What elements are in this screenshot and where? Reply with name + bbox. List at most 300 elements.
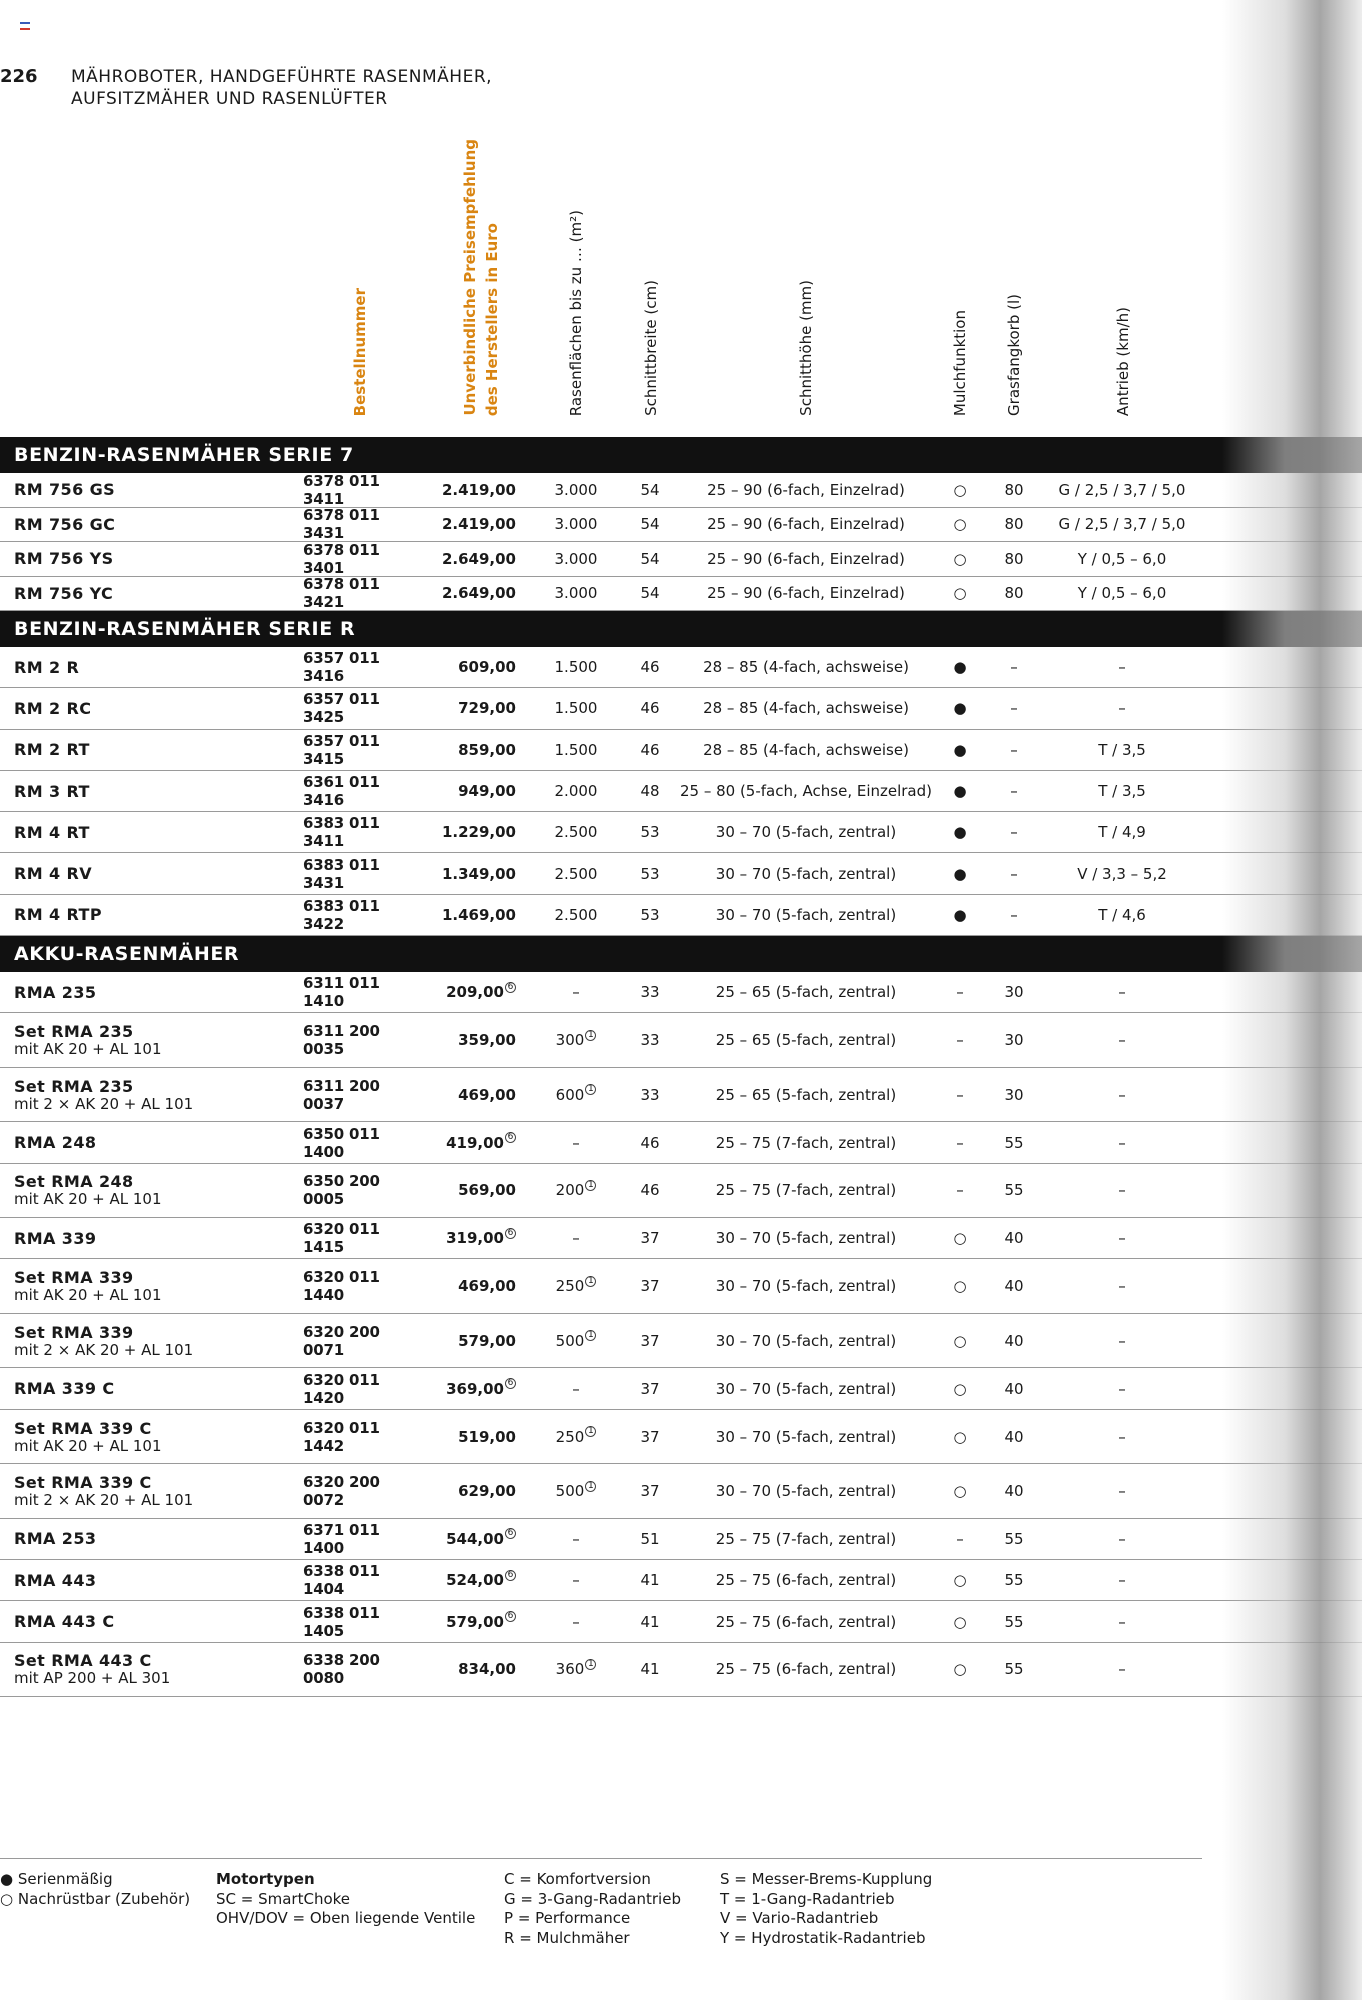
grass-catcher-value: 55: [1004, 1660, 1024, 1679]
order-number-value: 6371 011 1400: [303, 1520, 380, 1557]
product-name-cell: [14, 473, 115, 507]
cutting-height-value: 28 – 85 (4-fach, achsweise): [703, 699, 909, 718]
cutting-height: [675, 812, 937, 852]
cutting-height: [675, 473, 937, 507]
drive-value: –: [1118, 1571, 1126, 1590]
order-number-value: 6361 011 3416: [303, 773, 380, 810]
product-subtitle: mit AK 20 + AL 101: [14, 1436, 162, 1455]
lawn-area-value: –: [572, 1612, 580, 1631]
mulch-function-value: ○: [953, 1482, 967, 1501]
drive: [1046, 1601, 1198, 1641]
price: [420, 1122, 516, 1162]
product-name: RM 756 GC: [14, 514, 116, 534]
price-value: 2.419,00: [441, 480, 516, 499]
lawn-area-value: 500: [555, 1482, 585, 1501]
lawn-area: [540, 1519, 612, 1559]
footnote-marker: 1: [585, 1030, 596, 1041]
order-number: [303, 1259, 423, 1313]
drive-value: –: [1118, 658, 1126, 677]
order-number: [303, 1410, 423, 1464]
cutting-height-value: 30 – 70 (5-fach, zentral): [715, 1427, 897, 1446]
price-value: 2.649,00: [441, 549, 516, 568]
cutting-width: [625, 1368, 675, 1408]
drive-value: –: [1118, 1660, 1126, 1679]
footnote-marker: 6: [505, 1611, 516, 1622]
cutting-height-value: 30 – 70 (5-fach, zentral): [715, 1229, 897, 1248]
product-name-cell: [14, 730, 90, 770]
mulch-function-value: –: [956, 1181, 964, 1200]
table-row: [0, 1218, 1362, 1259]
order-number-value: 6350 200 0005: [303, 1172, 380, 1209]
mulch-function: [945, 895, 975, 935]
lawn-area: [540, 771, 612, 811]
drive-value: –: [1118, 699, 1126, 718]
order-number: [303, 1068, 423, 1122]
mulch-function: [945, 1601, 975, 1641]
product-name: RM 756 GS: [14, 480, 116, 500]
cutting-height-value: 25 – 80 (5-fach, Achse, Einzelrad): [679, 782, 933, 801]
mulch-function-value: ●: [953, 905, 967, 924]
lawn-area: [540, 1560, 612, 1600]
table-row: [0, 1410, 1362, 1465]
price-value: 369,00: [446, 1379, 504, 1398]
mulch-function: [945, 1122, 975, 1162]
drive-value: –: [1118, 1379, 1126, 1398]
lawn-area: [540, 895, 612, 935]
drive: [1046, 730, 1198, 770]
legend-standard: ● Serienmäßig: [0, 1870, 113, 1888]
order-number: [303, 1560, 423, 1600]
grass-catcher-value: 40: [1004, 1379, 1024, 1398]
table-row: [0, 577, 1362, 612]
cutting-width-value: 51: [640, 1529, 660, 1548]
grass-catcher-value: 55: [1004, 1571, 1024, 1590]
grass-catcher: [992, 1368, 1036, 1408]
price-value: 524,00: [446, 1571, 504, 1590]
mulch-function-value: ○: [953, 1277, 967, 1296]
cutting-height: [675, 508, 937, 542]
order-number-value: 6338 200 0080: [303, 1651, 380, 1688]
table-row: [0, 1122, 1362, 1163]
grass-catcher: [992, 853, 1036, 893]
price-value: 544,00: [446, 1529, 504, 1548]
drive-value: –: [1118, 1529, 1126, 1548]
cutting-width: [625, 730, 675, 770]
order-number-value: 6378 011 3411: [303, 471, 380, 508]
grass-catcher-value: 55: [1004, 1133, 1024, 1152]
order-number-value: 6383 011 3411: [303, 814, 380, 851]
order-number-value: 6320 200 0071: [303, 1322, 380, 1359]
drive-value: G / 2,5 / 3,7 / 5,0: [1058, 480, 1186, 499]
order-number-value: 6383 011 3422: [303, 896, 380, 933]
drive: [1046, 1519, 1198, 1559]
cutting-width-value: 37: [640, 1427, 660, 1446]
mulch-function: [945, 1643, 975, 1697]
cutting-height-value: 30 – 70 (5-fach, zentral): [715, 823, 897, 842]
lawn-area-value: 2.500: [554, 823, 598, 842]
cutting-height: [675, 647, 937, 687]
footnote-marker: 1: [585, 1330, 596, 1341]
cutting-height-value: 25 – 90 (6-fach, Einzelrad): [707, 584, 905, 603]
cutting-width: [625, 972, 675, 1012]
cutting-height: [675, 1259, 937, 1313]
price-value: 609,00: [458, 658, 516, 677]
order-number-value: 6338 011 1405: [303, 1603, 380, 1640]
order-number-value: 6320 011 1420: [303, 1370, 380, 1407]
col-header-width: Schnittbreite (cm): [642, 280, 660, 416]
drive-value: –: [1118, 1331, 1126, 1350]
footnote-marker: 1: [585, 1659, 596, 1670]
legend-code-y: Y = Hydrostatik-Radantrieb: [720, 1928, 926, 1947]
grass-catcher: [992, 1122, 1036, 1162]
order-number: [303, 853, 423, 893]
lawn-area-value: 2.000: [554, 782, 598, 801]
price: [420, 1601, 516, 1641]
drive: [1046, 542, 1198, 576]
cutting-width-value: 46: [640, 1133, 660, 1152]
drive: [1046, 577, 1198, 611]
drive: [1046, 1218, 1198, 1258]
mulch-function-value: ○: [953, 1229, 967, 1248]
table-row: [0, 1314, 1362, 1369]
drive: [1046, 688, 1198, 728]
cutting-height: [675, 1314, 937, 1368]
cutting-width: [625, 1560, 675, 1600]
mulch-function: [945, 730, 975, 770]
grass-catcher: [992, 1218, 1036, 1258]
mulch-function: [945, 1519, 975, 1559]
price: [420, 577, 516, 611]
grass-catcher-value: 55: [1004, 1529, 1024, 1548]
cutting-width-value: 46: [640, 699, 660, 718]
grass-catcher: [992, 1314, 1036, 1368]
product-name: Set RMA 235: [14, 1076, 134, 1096]
price: [420, 1314, 516, 1368]
table-row: [0, 972, 1362, 1013]
order-number: [303, 688, 423, 728]
lawn-area: [540, 730, 612, 770]
lawn-area: [540, 647, 612, 687]
cutting-height: [675, 1519, 937, 1559]
product-name: RM 756 YC: [14, 583, 114, 603]
product-name-cell: [14, 542, 114, 576]
product-name: RM 2 RC: [14, 698, 92, 718]
lawn-area: [540, 1259, 612, 1313]
cutting-height: [675, 1464, 937, 1518]
cutting-width-value: 37: [640, 1277, 660, 1296]
product-name-cell: [14, 1164, 162, 1218]
mulch-function-value: –: [956, 1133, 964, 1152]
drive-value: –: [1118, 1229, 1126, 1248]
order-number: [303, 771, 423, 811]
cutting-height-value: 28 – 85 (4-fach, achsweise): [703, 740, 909, 759]
col-header-price-line2: des Herstellers in Euro: [483, 222, 501, 416]
grass-catcher-value: 80: [1004, 480, 1024, 499]
mulch-function-value: ●: [953, 699, 967, 718]
cutting-height: [675, 1218, 937, 1258]
price: [420, 853, 516, 893]
mulch-function: [945, 647, 975, 687]
product-name: RMA 339: [14, 1228, 97, 1248]
cutting-width: [625, 853, 675, 893]
cutting-height-value: 30 – 70 (5-fach, zentral): [715, 864, 897, 883]
cutting-height: [675, 972, 937, 1012]
product-name-cell: [14, 1259, 162, 1313]
footnote-marker: 6: [505, 1528, 516, 1539]
drive: [1046, 771, 1198, 811]
table-row: [0, 647, 1362, 688]
price: [420, 542, 516, 576]
grass-catcher: [992, 1601, 1036, 1641]
lawn-area: [540, 542, 612, 576]
price-value: 1.229,00: [441, 823, 516, 842]
table-row: [0, 1368, 1362, 1409]
mulch-function: [945, 853, 975, 893]
product-name-cell: [14, 577, 113, 611]
grass-catcher-value: 40: [1004, 1331, 1024, 1350]
cutting-width-value: 41: [640, 1660, 660, 1679]
order-number: [303, 1164, 423, 1218]
price-value: 949,00: [458, 782, 516, 801]
product-name-cell: [14, 1410, 162, 1464]
cutting-height: [675, 1013, 937, 1067]
lawn-area: [540, 1122, 612, 1162]
grass-catcher: [992, 1519, 1036, 1559]
grass-catcher-value: 30: [1004, 1085, 1024, 1104]
legend-motor-sc: SC = SmartChoke: [216, 1889, 351, 1908]
cutting-height: [675, 1122, 937, 1162]
table-row: [0, 473, 1362, 508]
product-subtitle: mit 2 × AK 20 + AL 101: [14, 1094, 194, 1113]
grass-catcher-value: 30: [1004, 1031, 1024, 1050]
legend-divider: [0, 1858, 1202, 1859]
order-number-value: 6383 011 3431: [303, 855, 380, 892]
product-subtitle: mit AK 20 + AL 101: [14, 1040, 162, 1059]
order-number: [303, 1519, 423, 1559]
drive: [1046, 1259, 1198, 1313]
lawn-area-value: 300: [555, 1031, 585, 1050]
price-value: 359,00: [458, 1031, 516, 1050]
cutting-width-value: 54: [640, 584, 660, 603]
mulch-function-value: ○: [953, 1612, 967, 1631]
drive-value: –: [1118, 1031, 1126, 1050]
cutting-width-value: 33: [640, 983, 660, 1002]
mulch-function-value: ●: [953, 658, 967, 677]
drive-value: Y / 0,5 – 6,0: [1077, 549, 1167, 568]
table-row: [0, 1464, 1362, 1519]
cutting-width-value: 37: [640, 1331, 660, 1350]
price-value: 579,00: [446, 1612, 504, 1631]
cutting-width: [625, 1164, 675, 1218]
cutting-width-value: 41: [640, 1571, 660, 1590]
cutting-width: [625, 771, 675, 811]
col-header-height: Schnitthöhe (mm): [797, 280, 815, 416]
mulch-function: [945, 1464, 975, 1518]
grass-catcher-value: 40: [1004, 1482, 1024, 1501]
lawn-area: [540, 853, 612, 893]
order-number-value: 6320 200 0072: [303, 1473, 380, 1510]
price: [420, 771, 516, 811]
cutting-height-value: 25 – 75 (6-fach, zentral): [715, 1612, 897, 1631]
cutting-width-value: 53: [640, 823, 660, 842]
cutting-width-value: 46: [640, 658, 660, 677]
lawn-area-value: 360: [555, 1660, 585, 1679]
cutting-height: [675, 771, 937, 811]
price: [420, 1519, 516, 1559]
cutting-width: [625, 1068, 675, 1122]
order-number-value: 6378 011 3431: [303, 506, 380, 543]
drive: [1046, 1068, 1198, 1122]
grass-catcher-value: 40: [1004, 1229, 1024, 1248]
price-value: 2.649,00: [441, 584, 516, 603]
cutting-height-value: 30 – 70 (5-fach, zentral): [715, 1277, 897, 1296]
cutting-width: [625, 1013, 675, 1067]
cutting-height-value: 25 – 90 (6-fach, Einzelrad): [707, 549, 905, 568]
order-number: [303, 1122, 423, 1162]
price: [420, 1560, 516, 1600]
product-name-cell: [14, 1068, 193, 1122]
mulch-function: [945, 688, 975, 728]
cutting-height: [675, 1601, 937, 1641]
lawn-area: [540, 1013, 612, 1067]
price-value: 2.419,00: [441, 515, 516, 534]
order-number: [303, 1314, 423, 1368]
drive-value: T / 3,5: [1098, 740, 1146, 759]
footnote-marker: 6: [505, 982, 516, 993]
product-subtitle: mit AK 20 + AL 101: [14, 1190, 162, 1209]
col-header-price-line1: Unverbindliche Preisempfehlung: [461, 139, 479, 416]
order-number-value: 6378 011 3401: [303, 540, 380, 577]
drive-value: –: [1118, 1427, 1126, 1446]
price: [420, 812, 516, 852]
drive: [1046, 1013, 1198, 1067]
cutting-width-value: 37: [640, 1482, 660, 1501]
order-number: [303, 1218, 423, 1258]
cutting-height-value: 30 – 70 (5-fach, zentral): [715, 905, 897, 924]
mulch-function: [945, 972, 975, 1012]
order-number-value: 6311 200 0037: [303, 1076, 380, 1113]
table-row: [0, 812, 1362, 853]
cutting-width-value: 41: [640, 1612, 660, 1631]
table-row: [0, 1560, 1362, 1601]
lawn-area: [540, 812, 612, 852]
mulch-function-value: ●: [953, 823, 967, 842]
cutting-width: [625, 1601, 675, 1641]
drive-value: Y / 0,5 – 6,0: [1077, 584, 1167, 603]
product-name: Set RMA 339 C: [14, 1418, 152, 1438]
lawn-area: [540, 1410, 612, 1464]
drive-value: –: [1118, 1612, 1126, 1631]
cutting-height: [675, 1068, 937, 1122]
mulch-function-value: ○: [953, 584, 967, 603]
footnote-marker: 1: [585, 1426, 596, 1437]
lawn-area: [540, 972, 612, 1012]
cutting-width-value: 33: [640, 1031, 660, 1050]
legend-codes-2: [720, 1870, 932, 1948]
table-row: [0, 1519, 1362, 1560]
drive-value: V / 3,3 – 5,2: [1077, 864, 1167, 883]
cutting-height-value: 28 – 85 (4-fach, achsweise): [703, 658, 909, 677]
cutting-width: [625, 1218, 675, 1258]
lawn-area-value: 500: [555, 1331, 585, 1350]
cutting-height-value: 25 – 65 (5-fach, zentral): [715, 983, 897, 1002]
grass-catcher-value: 80: [1004, 549, 1024, 568]
cutting-width-value: 46: [640, 1181, 660, 1200]
grass-catcher: [992, 1068, 1036, 1122]
grass-catcher: [992, 771, 1036, 811]
table-row: [0, 771, 1362, 812]
order-number-value: 6338 011 1404: [303, 1562, 380, 1599]
cutting-width-value: 54: [640, 515, 660, 534]
lawn-area-value: –: [572, 1133, 580, 1152]
lawn-area-value: 2.500: [554, 864, 598, 883]
cutting-height: [675, 1560, 937, 1600]
mulch-function: [945, 1368, 975, 1408]
order-number: [303, 812, 423, 852]
table-row: [0, 508, 1362, 543]
order-number-value: 6350 011 1400: [303, 1124, 380, 1161]
drive: [1046, 1122, 1198, 1162]
order-number: [303, 577, 423, 611]
legend-motor-ohv: OHV/DOV = Oben liegende Ventile: [216, 1909, 476, 1927]
price-value: 579,00: [458, 1331, 516, 1350]
lawn-area-value: 250: [555, 1427, 585, 1446]
price-value: 569,00: [458, 1181, 516, 1200]
lawn-area: [540, 688, 612, 728]
product-name-cell: [14, 508, 115, 542]
cutting-height-value: 25 – 75 (7-fach, zentral): [715, 1133, 897, 1152]
price: [420, 730, 516, 770]
grass-catcher-value: –: [1010, 740, 1018, 759]
lawn-area-value: 1.500: [554, 740, 598, 759]
grass-catcher: [992, 577, 1036, 611]
price: [420, 508, 516, 542]
cutting-width-value: 37: [640, 1379, 660, 1398]
mulch-function: [945, 1068, 975, 1122]
cutting-width: [625, 1259, 675, 1313]
legend-code-v: V = Vario-Radantrieb: [720, 1909, 879, 1927]
grass-catcher-value: 55: [1004, 1181, 1024, 1200]
page-number: 226: [0, 66, 38, 87]
section-header: AKKU-RASENMÄHER: [0, 936, 1362, 972]
product-name-cell: [14, 771, 90, 811]
mulch-function-value: ●: [953, 782, 967, 801]
lawn-area-value: –: [572, 1379, 580, 1398]
mulch-function-value: ○: [953, 549, 967, 568]
lawn-area: [540, 473, 612, 507]
grass-catcher-value: –: [1010, 823, 1018, 842]
lawn-area-value: 1.500: [554, 699, 598, 718]
product-name-cell: [14, 1368, 115, 1408]
order-number-value: 6320 011 1415: [303, 1220, 380, 1257]
price-value: 629,00: [458, 1482, 516, 1501]
cutting-width: [625, 647, 675, 687]
product-name: RMA 253: [14, 1529, 97, 1549]
cutting-width-value: 53: [640, 864, 660, 883]
drive: [1046, 812, 1198, 852]
mulch-function-value: –: [956, 1085, 964, 1104]
price: [420, 1164, 516, 1218]
product-name: RM 756 YS: [14, 549, 114, 569]
col-header-order: Bestellnummer: [351, 287, 369, 416]
drive: [1046, 473, 1198, 507]
price-value: 469,00: [458, 1085, 516, 1104]
table-row: [0, 730, 1362, 771]
legend-code-r: R = Mulchmäher: [504, 1928, 630, 1947]
grass-catcher: [992, 1464, 1036, 1518]
product-subtitle: mit AP 200 + AL 301: [14, 1669, 171, 1688]
lawn-area: [540, 1164, 612, 1218]
